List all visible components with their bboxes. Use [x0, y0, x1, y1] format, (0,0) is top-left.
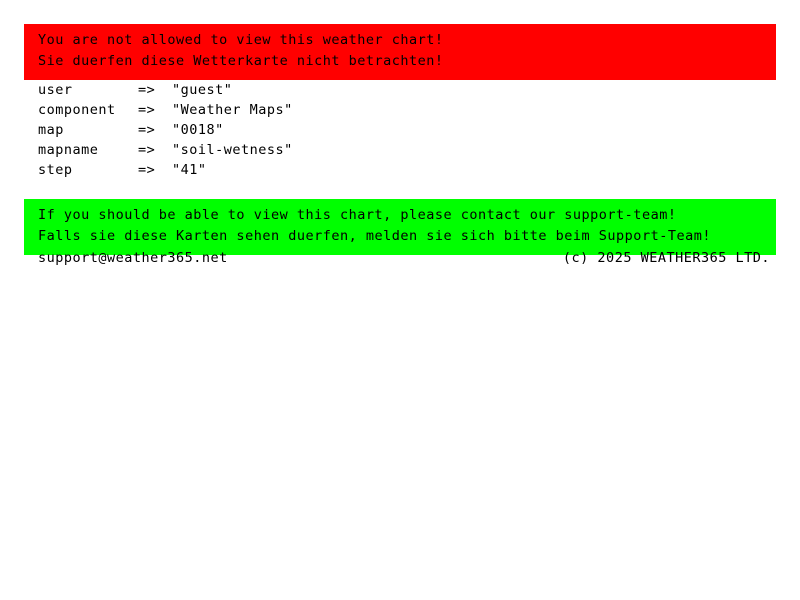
support-email-link[interactable]: support@weather365.net	[38, 250, 228, 266]
error-banner	[24, 24, 776, 80]
param-key-step: step	[38, 162, 73, 178]
error-banner-line-de: Sie duerfen diese Wetterkarte nicht betrachten!	[38, 53, 444, 69]
param-arrow-step: =>	[138, 162, 156, 178]
param-arrow-map: =>	[138, 122, 156, 138]
param-value-map: "0018"	[172, 122, 224, 138]
param-arrow-mapname: =>	[138, 142, 156, 158]
param-key-mapname: mapname	[38, 142, 99, 158]
info-banner	[24, 199, 776, 255]
param-arrow-user: =>	[138, 82, 156, 98]
param-value-step: "41"	[172, 162, 207, 178]
table-row	[38, 120, 293, 140]
copyright-text: (c) 2025 WEATHER365 LTD.	[562, 250, 770, 266]
footer	[38, 250, 770, 266]
error-banner-line-en: You are not allowed to view this weather chart!	[38, 32, 444, 48]
param-key-user: user	[38, 82, 73, 98]
param-arrow-component: =>	[138, 102, 156, 118]
param-value-user: "guest"	[172, 82, 233, 98]
table-row	[38, 80, 293, 100]
table-row	[38, 160, 293, 180]
table-row	[38, 140, 293, 160]
info-banner-line-en: If you should be able to view this chart, please contact our support-team!	[38, 207, 677, 223]
param-key-component: component	[38, 102, 116, 118]
param-key-map: map	[38, 122, 64, 138]
info-banner-line-de: Falls sie diese Karten sehen duerfen, melden sie sich bitte beim Support-Team!	[38, 228, 711, 244]
table-row	[38, 100, 293, 120]
parameter-table	[38, 80, 293, 180]
param-value-component: "Weather Maps"	[172, 102, 293, 118]
param-value-mapname: "soil-wetness"	[172, 142, 293, 158]
